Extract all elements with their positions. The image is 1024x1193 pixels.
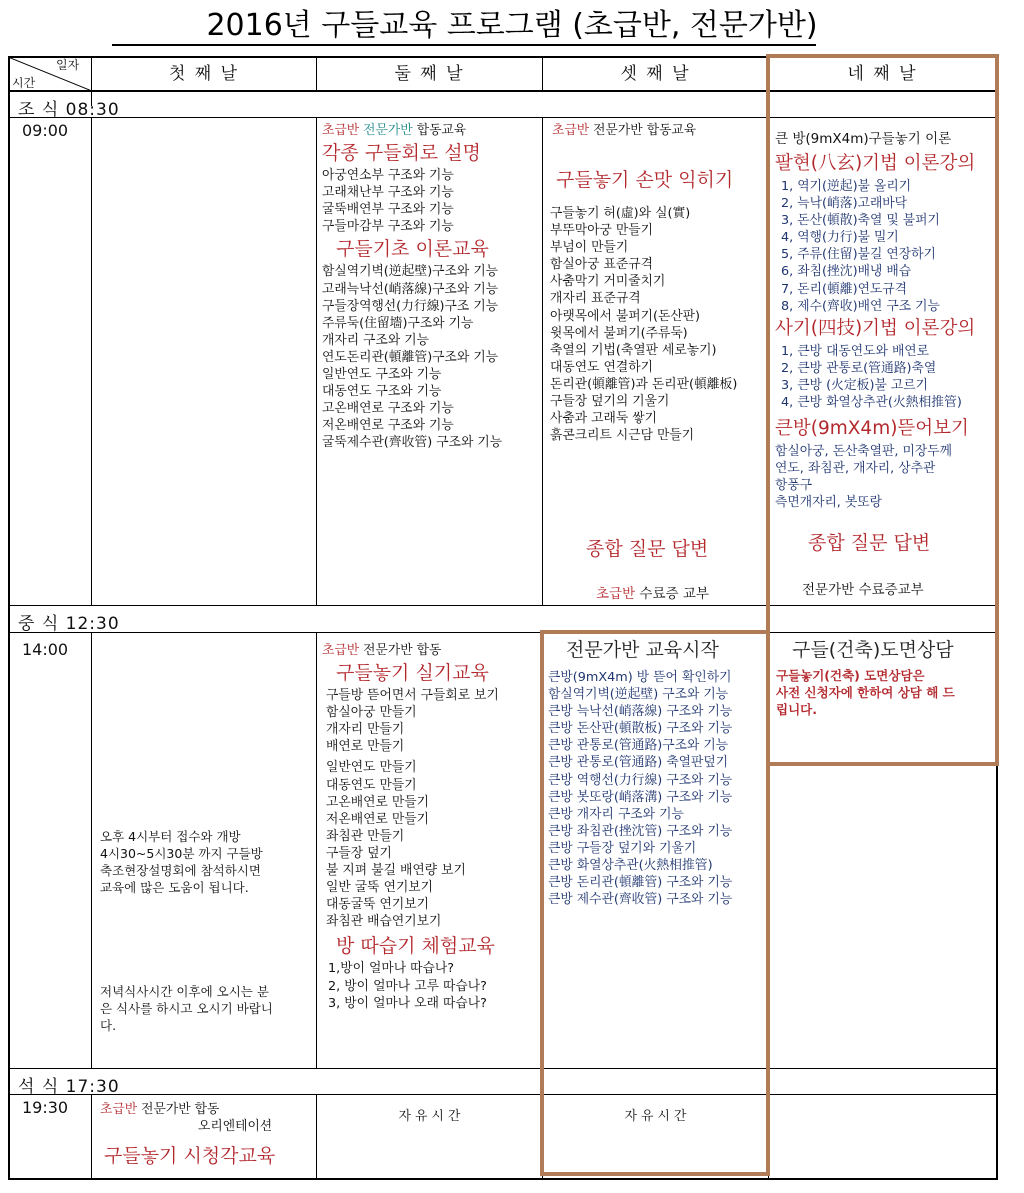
list-item: 사춤막기 거미줄치기 bbox=[550, 274, 666, 290]
meal-lunch: 중 식 12:30 bbox=[18, 614, 120, 634]
list-item: 대동연도 구조와 기능 bbox=[322, 384, 442, 400]
label-joint: 합동교육 bbox=[416, 123, 467, 138]
day3-heading-handfeel: 구들놓기 손맛 익히기 bbox=[556, 169, 734, 191]
day3-certificate bbox=[596, 586, 709, 603]
list-item: 구들놓기 허(虛)와 실(實) bbox=[550, 206, 691, 221]
header-day3: 셋 째 날 bbox=[620, 64, 691, 84]
page-title: 2016년 구들교육 프로그램 (초급반, 전문가반) bbox=[206, 8, 818, 43]
list-item: 큰방 관통로(管通路) 축열판덮기 bbox=[548, 755, 729, 771]
day2-afternoon-cell bbox=[322, 642, 499, 1012]
day2-heading-warmth: 방 따습기 체험교육 bbox=[336, 935, 495, 958]
label-chogeup: 초급반 bbox=[100, 1102, 138, 1117]
day4-list2 bbox=[775, 343, 975, 411]
list-item: 사춤과 고래둑 쌓기 bbox=[550, 411, 658, 427]
day4-list3 bbox=[775, 443, 975, 511]
list-item: 3, 큰방 (火定板)불 고르기 bbox=[781, 377, 928, 393]
list-item: 함실아궁 만들기 bbox=[326, 705, 417, 721]
list-item: 큰방 늑낙선(峭落線) 구조와 기능 bbox=[548, 704, 733, 720]
evening-day1-head bbox=[100, 1101, 219, 1118]
list-item: 구들방 뜯어면서 구들회로 보기 bbox=[326, 688, 499, 704]
list-item: 2, 큰방 관통로(管通路)축열 bbox=[781, 360, 937, 376]
day1-afternoon-note2 bbox=[100, 983, 273, 1034]
list-item: 부넘이 만들기 bbox=[550, 240, 629, 256]
day4-list1 bbox=[775, 178, 975, 315]
list-item: 좌침관 배습연기보기 bbox=[326, 914, 442, 930]
list-item: 고래늑낙선(峭落線)구조와 기능 bbox=[322, 281, 499, 297]
day4-intro: 큰 방(9mX4m)구들놓기 이론 bbox=[775, 131, 952, 147]
list-item: 연도돈리관(頓離管)구조와 기능 bbox=[322, 349, 499, 365]
list-item: 개자리 구조와 기능 bbox=[322, 332, 430, 348]
list-item: 3, 돈산(頓散)축열 및 불퍼기 bbox=[781, 213, 940, 229]
day2-heading-theory: 구들기초 이론교육 bbox=[336, 238, 489, 261]
day3-heading-expert-start: 전문가반 교육시작 bbox=[566, 639, 719, 661]
list-item: 항풍구 bbox=[775, 478, 813, 494]
day3-morning-cell bbox=[552, 122, 696, 139]
list-item: 큰방 봇또랑(峭落溝) 구조와 기능 bbox=[548, 789, 733, 805]
note-line: 구들놓기(건축) 도면상담은 bbox=[776, 668, 925, 683]
list-item: 큰방 구들장 덮기와 기울기 bbox=[548, 840, 697, 856]
list-item: 함실아궁 표준규격 bbox=[550, 257, 653, 273]
list-item: 7, 돈리(頓離)연도규격 bbox=[781, 281, 908, 297]
list-item: 저온배연로 구조와 기능 bbox=[322, 418, 454, 434]
day4-certificate: 전문가반 수료증교부 bbox=[802, 582, 924, 598]
day2-afternoon-list1 bbox=[322, 687, 499, 755]
list-item: 돈리관(頓離管)과 돈리판(頓離板) bbox=[550, 376, 738, 392]
list-item: 3, 방이 얼마나 오래 따습나? bbox=[328, 995, 487, 1011]
list-item: 아랫목에서 불퍼기(돈산판) bbox=[550, 308, 701, 324]
day4-heading-bigroom: 큰방(9mX4m)뜯어보기 bbox=[775, 418, 969, 440]
list-item: 큰방(9mX4m) 방 뜯어 확인하기 bbox=[548, 670, 732, 685]
title-underline bbox=[112, 44, 816, 46]
evening-day3-free: 자 유 시 간 bbox=[624, 1109, 687, 1124]
day2-heading-practice: 구들놓기 실기교육 bbox=[336, 662, 489, 685]
list-item: 고온배연로 만들기 bbox=[326, 794, 429, 810]
list-item: 1,방이 얼마나 따습나? bbox=[328, 961, 455, 977]
day2-morning-list2 bbox=[322, 263, 502, 451]
list-item: 함실역기벽(逆起壁) 구조와 기능 bbox=[548, 687, 729, 703]
day4-heading-consult: 구들(건축)도면상담 bbox=[792, 639, 954, 661]
list-item: 흙콘크리트 시근담 만들기 bbox=[550, 428, 695, 444]
list-item: 부뚜막아궁 만들기 bbox=[550, 223, 653, 239]
label-expert: 전문가반 bbox=[593, 123, 643, 138]
label-expert: 전문가반 bbox=[363, 123, 413, 138]
time-0900: 09:00 bbox=[22, 121, 69, 140]
note-line: 축조현장설명회에 참석하시면 bbox=[100, 863, 261, 879]
label-joint: 합동교육 bbox=[646, 123, 697, 138]
dinner-row-bottom-border bbox=[8, 1094, 998, 1095]
list-item: 대동연도 연결하기 bbox=[550, 359, 653, 375]
list-item: 주류둑(住留墻)구조와 기능 bbox=[322, 315, 474, 331]
list-item: 큰방 화열상추관(火熱相推管) bbox=[548, 858, 713, 874]
day1-afternoon-note bbox=[100, 828, 263, 896]
list-item: 아궁연소부 구조와 기능 bbox=[322, 168, 454, 184]
label-chogeup: 초급반 bbox=[596, 586, 636, 602]
list-item: 측면개자리, 봇또랑 bbox=[775, 495, 883, 511]
day-col-line-1c bbox=[316, 632, 317, 1068]
list-item: 큰방 돈산판(頓散板) 구조와 기능 bbox=[548, 721, 733, 737]
list-item: 불 지펴 불길 배연량 보기 bbox=[326, 863, 466, 879]
list-item: 저온배연로 만들기 bbox=[326, 811, 429, 827]
note-line: 립니다. bbox=[776, 702, 817, 718]
evening-orientation: 오리엔테이션 bbox=[198, 1119, 273, 1134]
time-1930: 19:30 bbox=[22, 1098, 69, 1117]
day2-heading-circuits: 각종 구들회로 설명 bbox=[322, 142, 481, 165]
list-item: 배연로 만들기 bbox=[326, 739, 405, 755]
header-day2: 둘 째 날 bbox=[394, 64, 465, 84]
header-day1: 첫 째 날 bbox=[168, 64, 240, 84]
list-item: 굴뚝제수관(齊收管) 구조와 기능 bbox=[322, 435, 503, 451]
day3-afternoon-list bbox=[548, 669, 732, 908]
list-item: 구들장 덮기의 기울기 bbox=[550, 394, 670, 410]
note-line: 교육에 많은 도움이 됩니다. bbox=[100, 880, 249, 896]
day4-consult-note bbox=[776, 667, 955, 718]
list-item: 4, 큰방 화열상추관(火熱相推管) bbox=[781, 395, 962, 411]
dinner-row-top-border bbox=[8, 1068, 998, 1069]
day4-qa-heading: 종합 질문 답변 bbox=[808, 532, 931, 554]
list-item: 고래채난부 구조와 기능 bbox=[322, 185, 454, 201]
label-chogeup: 초급반 bbox=[552, 123, 590, 138]
list-item: 일반 굴뚝 연기보기 bbox=[326, 880, 434, 896]
time-col-line-c bbox=[91, 632, 92, 1068]
day2-afternoon-list3 bbox=[322, 960, 499, 1011]
day-col-line-2b bbox=[542, 117, 543, 605]
day2-afternoon-list2 bbox=[322, 759, 499, 930]
list-item: 큰방 관통로(管通路)구조와 기능 bbox=[548, 738, 729, 754]
table-bottom-border bbox=[8, 1178, 998, 1180]
day3-qa-heading: 종합 질문 답변 bbox=[586, 538, 709, 560]
meal-breakfast: 조 식 08:30 bbox=[18, 100, 120, 120]
list-item: 구들장 덮기 bbox=[326, 845, 392, 861]
list-item: 큰방 개자리 구조와 기능 bbox=[548, 806, 684, 822]
note-line: 다. bbox=[100, 1018, 117, 1034]
day2-afternoon-head bbox=[322, 642, 499, 659]
label-chogeup: 초급반 bbox=[322, 123, 360, 138]
note-line: 오후 4시부터 접수와 개방 bbox=[100, 829, 241, 844]
list-item: 개자리 표준규격 bbox=[550, 291, 641, 307]
day3-morning-head bbox=[552, 122, 696, 139]
list-item: 개자리 만들기 bbox=[326, 722, 405, 738]
note-line: 사전 신청자에 한하여 상담 해 드 bbox=[776, 685, 955, 701]
table-left-border bbox=[8, 56, 10, 1180]
list-item: 4, 역행(力行)불 밀기 bbox=[781, 230, 899, 246]
list-item: 좌침관 만들기 bbox=[326, 828, 405, 844]
list-item: 윗목에서 불퍼기(주류둑) bbox=[550, 325, 688, 341]
day2-morning-list1 bbox=[322, 167, 502, 235]
evening-heading-av: 구들놓기 시청각교육 bbox=[104, 1145, 276, 1167]
note-line: 저녁식사시간 이후에 오시는 분 bbox=[100, 984, 269, 999]
list-item: 큰방 제수관(齊收管) 구조와 기능 bbox=[548, 892, 733, 908]
list-item: 굴뚝배연부 구조와 기능 bbox=[322, 202, 454, 218]
list-item: 큰방 역행선(力行線) 구조와 기능 bbox=[548, 772, 733, 788]
note-line: 4시30~5시30분 까지 구들방 bbox=[100, 846, 263, 862]
list-item: 함실아궁, 돈산축열판, 미장두께 bbox=[775, 444, 952, 460]
day4-morning-cell bbox=[775, 130, 975, 512]
list-item: 1, 역기(逆起)불 올리기 bbox=[781, 179, 912, 194]
list-item: 대동굴뚝 연기보기 bbox=[326, 897, 429, 913]
label-chogeup: 초급반 bbox=[322, 643, 360, 658]
time-1400: 14:00 bbox=[22, 640, 69, 659]
list-item: 큰방 돈리관(頓離管) 구조와 기능 bbox=[548, 875, 733, 891]
label-cert: 수료증 교부 bbox=[639, 586, 709, 602]
list-item: 고온배연로 구조와 기능 bbox=[322, 401, 454, 417]
list-item: 대동연도 만들기 bbox=[326, 777, 417, 793]
corner-label-date: 일자 bbox=[56, 58, 80, 72]
list-item: 구들장역행선(力行線)구조 기능 bbox=[322, 298, 499, 314]
list-item: 6, 좌침(挫沈)배냉 배습 bbox=[781, 264, 912, 280]
list-item: 8, 제수(齊收)배연 구조 기능 bbox=[781, 298, 940, 314]
list-item: 함실역기벽(逆起壁)구조와 기능 bbox=[322, 264, 499, 280]
day4-heading-sagi: 사기(四技)기법 이론강의 bbox=[775, 317, 976, 339]
header-day4: 네 째 날 bbox=[847, 64, 918, 84]
label-joint: 전문가반 합동 bbox=[363, 643, 442, 658]
time-col-line-b bbox=[91, 117, 92, 605]
list-item: 연도, 좌침관, 개자리, 상추관 bbox=[775, 461, 936, 477]
corner-label-time: 시간 bbox=[12, 76, 36, 90]
note-line: 은 식사를 하시고 오시기 바랍니 bbox=[100, 1001, 273, 1017]
day3-morning-list bbox=[550, 205, 737, 444]
list-item: 큰방 좌침관(挫沈管) 구조와 기능 bbox=[548, 823, 733, 839]
day2-morning-cell bbox=[322, 122, 502, 452]
meal-dinner: 석 식 17:30 bbox=[18, 1077, 120, 1097]
list-item: 구들마감부 구조와 기능 bbox=[322, 219, 454, 235]
evening-day2-free: 자 유 시 간 bbox=[398, 1109, 461, 1124]
time-col-line-d bbox=[91, 1094, 92, 1178]
list-item: 일반연도 만들기 bbox=[326, 760, 417, 776]
list-item: 축열의 기법(축열판 세로놓기) bbox=[550, 342, 717, 358]
day4-heading-palhyeon: 팔현(八玄)기법 이론강의 bbox=[775, 153, 976, 174]
list-item: 일반연도 구조와 기능 bbox=[322, 367, 442, 383]
label-joint: 전문가반 합동 bbox=[141, 1102, 220, 1117]
day2-morning-head bbox=[322, 122, 502, 139]
list-item: 2, 늑낙(峭落)고래바닥 bbox=[781, 196, 908, 212]
day-col-line-1b bbox=[316, 117, 317, 605]
list-item: 5, 주류(住留)불길 연장하기 bbox=[781, 247, 936, 263]
day-col-line-1d bbox=[316, 1094, 317, 1178]
list-item: 2, 방이 얼마나 고루 따습나? bbox=[328, 978, 487, 994]
list-item: 1, 큰방 대동연도와 배연로 bbox=[781, 343, 930, 359]
